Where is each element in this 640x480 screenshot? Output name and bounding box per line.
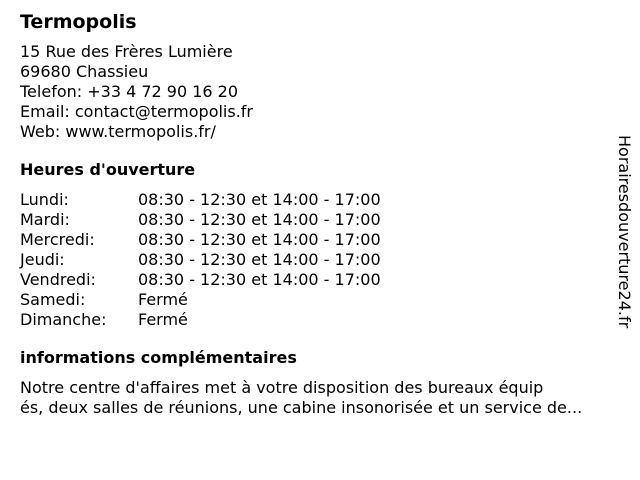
day-label: Jeudi:	[20, 250, 65, 269]
business-name: Termopolis	[20, 11, 137, 33]
hours-row-saturday	[20, 290, 625, 310]
time-range: 08:30 - 12:30 et 14:00 - 17:00	[138, 230, 381, 249]
time-range: Fermé	[138, 310, 188, 329]
description-line-2: és, deux salles de réunions, une cabine insonorisée et un service de...	[20, 398, 583, 417]
opening-hours	[20, 160, 625, 330]
time-range: 08:30 - 12:30 et 14:00 - 17:00	[138, 270, 381, 289]
day-label: Lundi:	[20, 190, 69, 209]
hours-row-wednesday	[20, 230, 625, 250]
site-watermark: Horairesdouverture24.fr	[615, 135, 634, 329]
time-range: 08:30 - 12:30 et 14:00 - 17:00	[138, 190, 381, 209]
day-label: Samedi:	[20, 290, 86, 309]
hours-row-friday	[20, 270, 625, 290]
time-range: Fermé	[138, 290, 188, 309]
day-label: Mercredi:	[20, 230, 95, 249]
extra-info-description	[20, 378, 630, 418]
address-line-2: 69680 Chassieu	[20, 62, 149, 81]
address-line-1: 15 Rue des Frères Lumière	[20, 42, 233, 61]
opening-hours-title: Heures d'ouverture	[20, 160, 196, 179]
day-label: Vendredi:	[20, 270, 96, 289]
day-label: Mardi:	[20, 210, 70, 229]
hours-row-monday	[20, 190, 625, 210]
extra-info-title: informations complémentaires	[20, 348, 297, 367]
hours-row-tuesday	[20, 210, 625, 230]
day-label: Dimanche:	[20, 310, 107, 329]
phone-number: Telefon: +33 4 72 90 16 20	[20, 82, 239, 101]
time-range: 08:30 - 12:30 et 14:00 - 17:00	[138, 250, 381, 269]
hours-row-thursday	[20, 250, 625, 270]
email-address: Email: contact@termopolis.fr	[20, 102, 253, 121]
website-url: Web: www.termopolis.fr/	[20, 122, 216, 141]
time-range: 08:30 - 12:30 et 14:00 - 17:00	[138, 210, 381, 229]
hours-row-sunday	[20, 310, 625, 330]
business-card	[20, 10, 625, 418]
description-line-1: Notre centre d'affaires met à votre disposition des bureaux équip	[20, 378, 544, 397]
